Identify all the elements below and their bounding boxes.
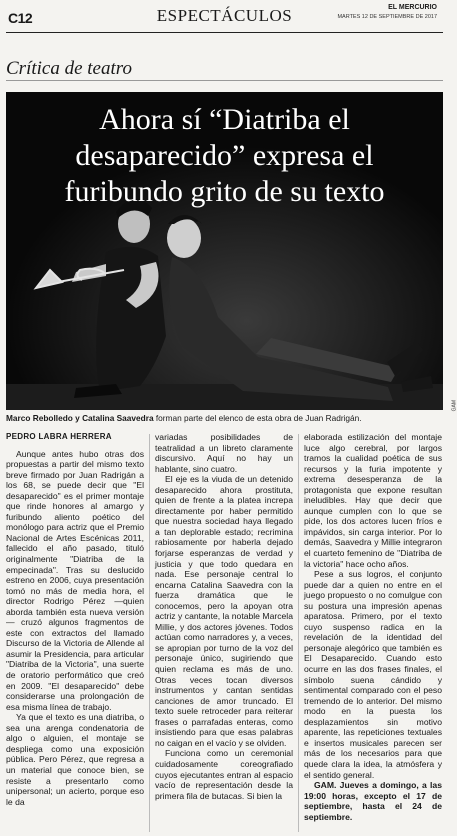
paragraph: Aunque antes hubo otras dos propuestas a partir del mismo texto breve firmado por Juan Radrigán a los 68, se puede decir que "El desaparecido" es el primer montaje que rinde honores al amargo y furibundo aliento poético del monólogo para actriz que el Premio Nacional de Artes Escénicas 2011, fallecido el año pasado, tituló originalmente "Diatriba de la empecinada". Tras su deslucido estreno en 2006, cuya presentación tomó no más de media hora, el director Rodrigo Pérez —quien aborda también esta nueva versión— cruzó algunos fragmentos de este con extractos del llamado Discurso de la Victoria de Allende al asumir la Presidencia, para articular "Diatriba de la Victoria", una suerte de oratorio performático que creó en 2009. "El desaparecido" debe considerarse una prolongación de esa misma línea de trabajo.: [6, 448, 144, 712]
stage-photo-illustration: [6, 92, 443, 410]
article-column-1: [6, 432, 144, 807]
article-body: [6, 432, 443, 834]
article-column-2: [155, 432, 293, 801]
headline-line-1: Ahora sí “Diatriba el: [99, 103, 350, 136]
paragraph: variadas posibilidades de teatralidad a un libreto claramente discursivo. Aquí no hay un hablante, sino cuatro.: [155, 432, 293, 474]
headline-line-2: desaparecido” expresa el: [75, 139, 374, 172]
article-photo: [6, 92, 443, 410]
page-header: [0, 0, 449, 30]
byline: PEDRO LABRA HERRERA: [6, 432, 112, 441]
photo-credit: GAM: [451, 400, 457, 412]
show-info: GAM. Jueves a domingo, a las 19:00 horas, excepto el 17 de septiembre, hasta el 24 de septiembre.: [304, 780, 442, 822]
caption-names: Marco Rebolledo y Catalina Saavedra: [6, 413, 154, 423]
photo-caption: [6, 412, 436, 424]
headline-line-3: furibundo grito de su texto: [64, 175, 385, 208]
caption-text: forman parte del elenco de esta obra de Juan Radrigán.: [153, 413, 362, 423]
article-column-3: [304, 432, 442, 822]
paragraph: Funciona como un ceremonial cuidadosamente coreografiado cuyos ejecutantes entran al espacio vacío de representación desde la primera fila de butacas. Si bien la: [155, 748, 293, 801]
publication-date: MARTES 12 DE SEPTIEMBRE DE 2017: [337, 14, 437, 20]
column-divider: [298, 434, 299, 832]
paragraph: El eje es la viuda de un detenido desaparecido ahora prostituta, quien de frente a la platea increpa directamente por haber permitido que nuestra sociedad haya llegado a tan deplorable estado; recrimina rabiosamente por haberla dejado forjarse esperanzas de verdad y justicia y que todo quedara en nada. Ese personaje central lo encarna Catalina Saavedra con la fuerza dramática que le conocemos, pero la apoyan otra actriz y cantante, la notable Marcela Millie, y dos actores jóvenes. Todos actúan como narradores y, a veces, se apropian por turno de la voz del personaje único, sugiriendo que quien reclama es más de uno. Otras veces tocan diversos instrumentos y cantan sentidas canciones de amor truncado. El texto suele retroceder para reiterar frases o parrafadas enteras, como insistiendo para que esas palabras no caigan en el vacío y se olviden.: [155, 474, 293, 748]
paragraph: elaborada estilización del montaje luce algo cerebral, por largos tramos la cualidad poética de sus recursos y la furia impotente y extrema desesperanza de la protagonista que expone resultan ineludibles. Hay que decir que aunque cumplen con lo que se pide, los dos actores lucen fríos e impávidos, sin carga interior. Por lo demás, Saavedra y Millie integraron el cuarteto femenino de "Diatriba de la victoria" hace ocho años.: [304, 432, 442, 569]
section-title: ESPECTÁCULOS: [156, 6, 293, 25]
page-number: C12: [8, 10, 33, 26]
newspaper-name: EL MERCURIO: [388, 4, 437, 11]
paragraph: Pese a sus logros, el conjunto puede dar a quien no entre en el juego propuesto o no comulgue con su postura una impresión apenas aparatosa. Primero, por el texto cuyo suspenso radica en la revelación de la identidad del personaje alegórico que también es El Desaparecido. Cuando esto ocurre en las dos frases finales, el símbolo suena cándido y sentimental comparado con el peso tremendo de lo anterior. Del mismo modo en la puesta los desplazamientos sin motivo aparente, las repeticiones textuales e insertos musicales parecen ser más de los necesarios para que quede clara la idea, la atmósfera y el sentido general.: [304, 569, 442, 780]
header-rule: [6, 32, 443, 33]
paragraph: Ya que el texto es una diatriba, o sea una arenga condenatoria de algo o alguien, el montaje se despliega como una exposición pública. Pero Pérez, que regresa a un material que conoce bien, se resiste a presentarlo como unipersonal; un acierto, porque eso le da: [6, 712, 144, 807]
column-divider: [149, 434, 150, 832]
rubric: Crítica de teatro: [6, 58, 132, 79]
rubric-rule: [6, 80, 443, 81]
headline: [6, 102, 443, 210]
